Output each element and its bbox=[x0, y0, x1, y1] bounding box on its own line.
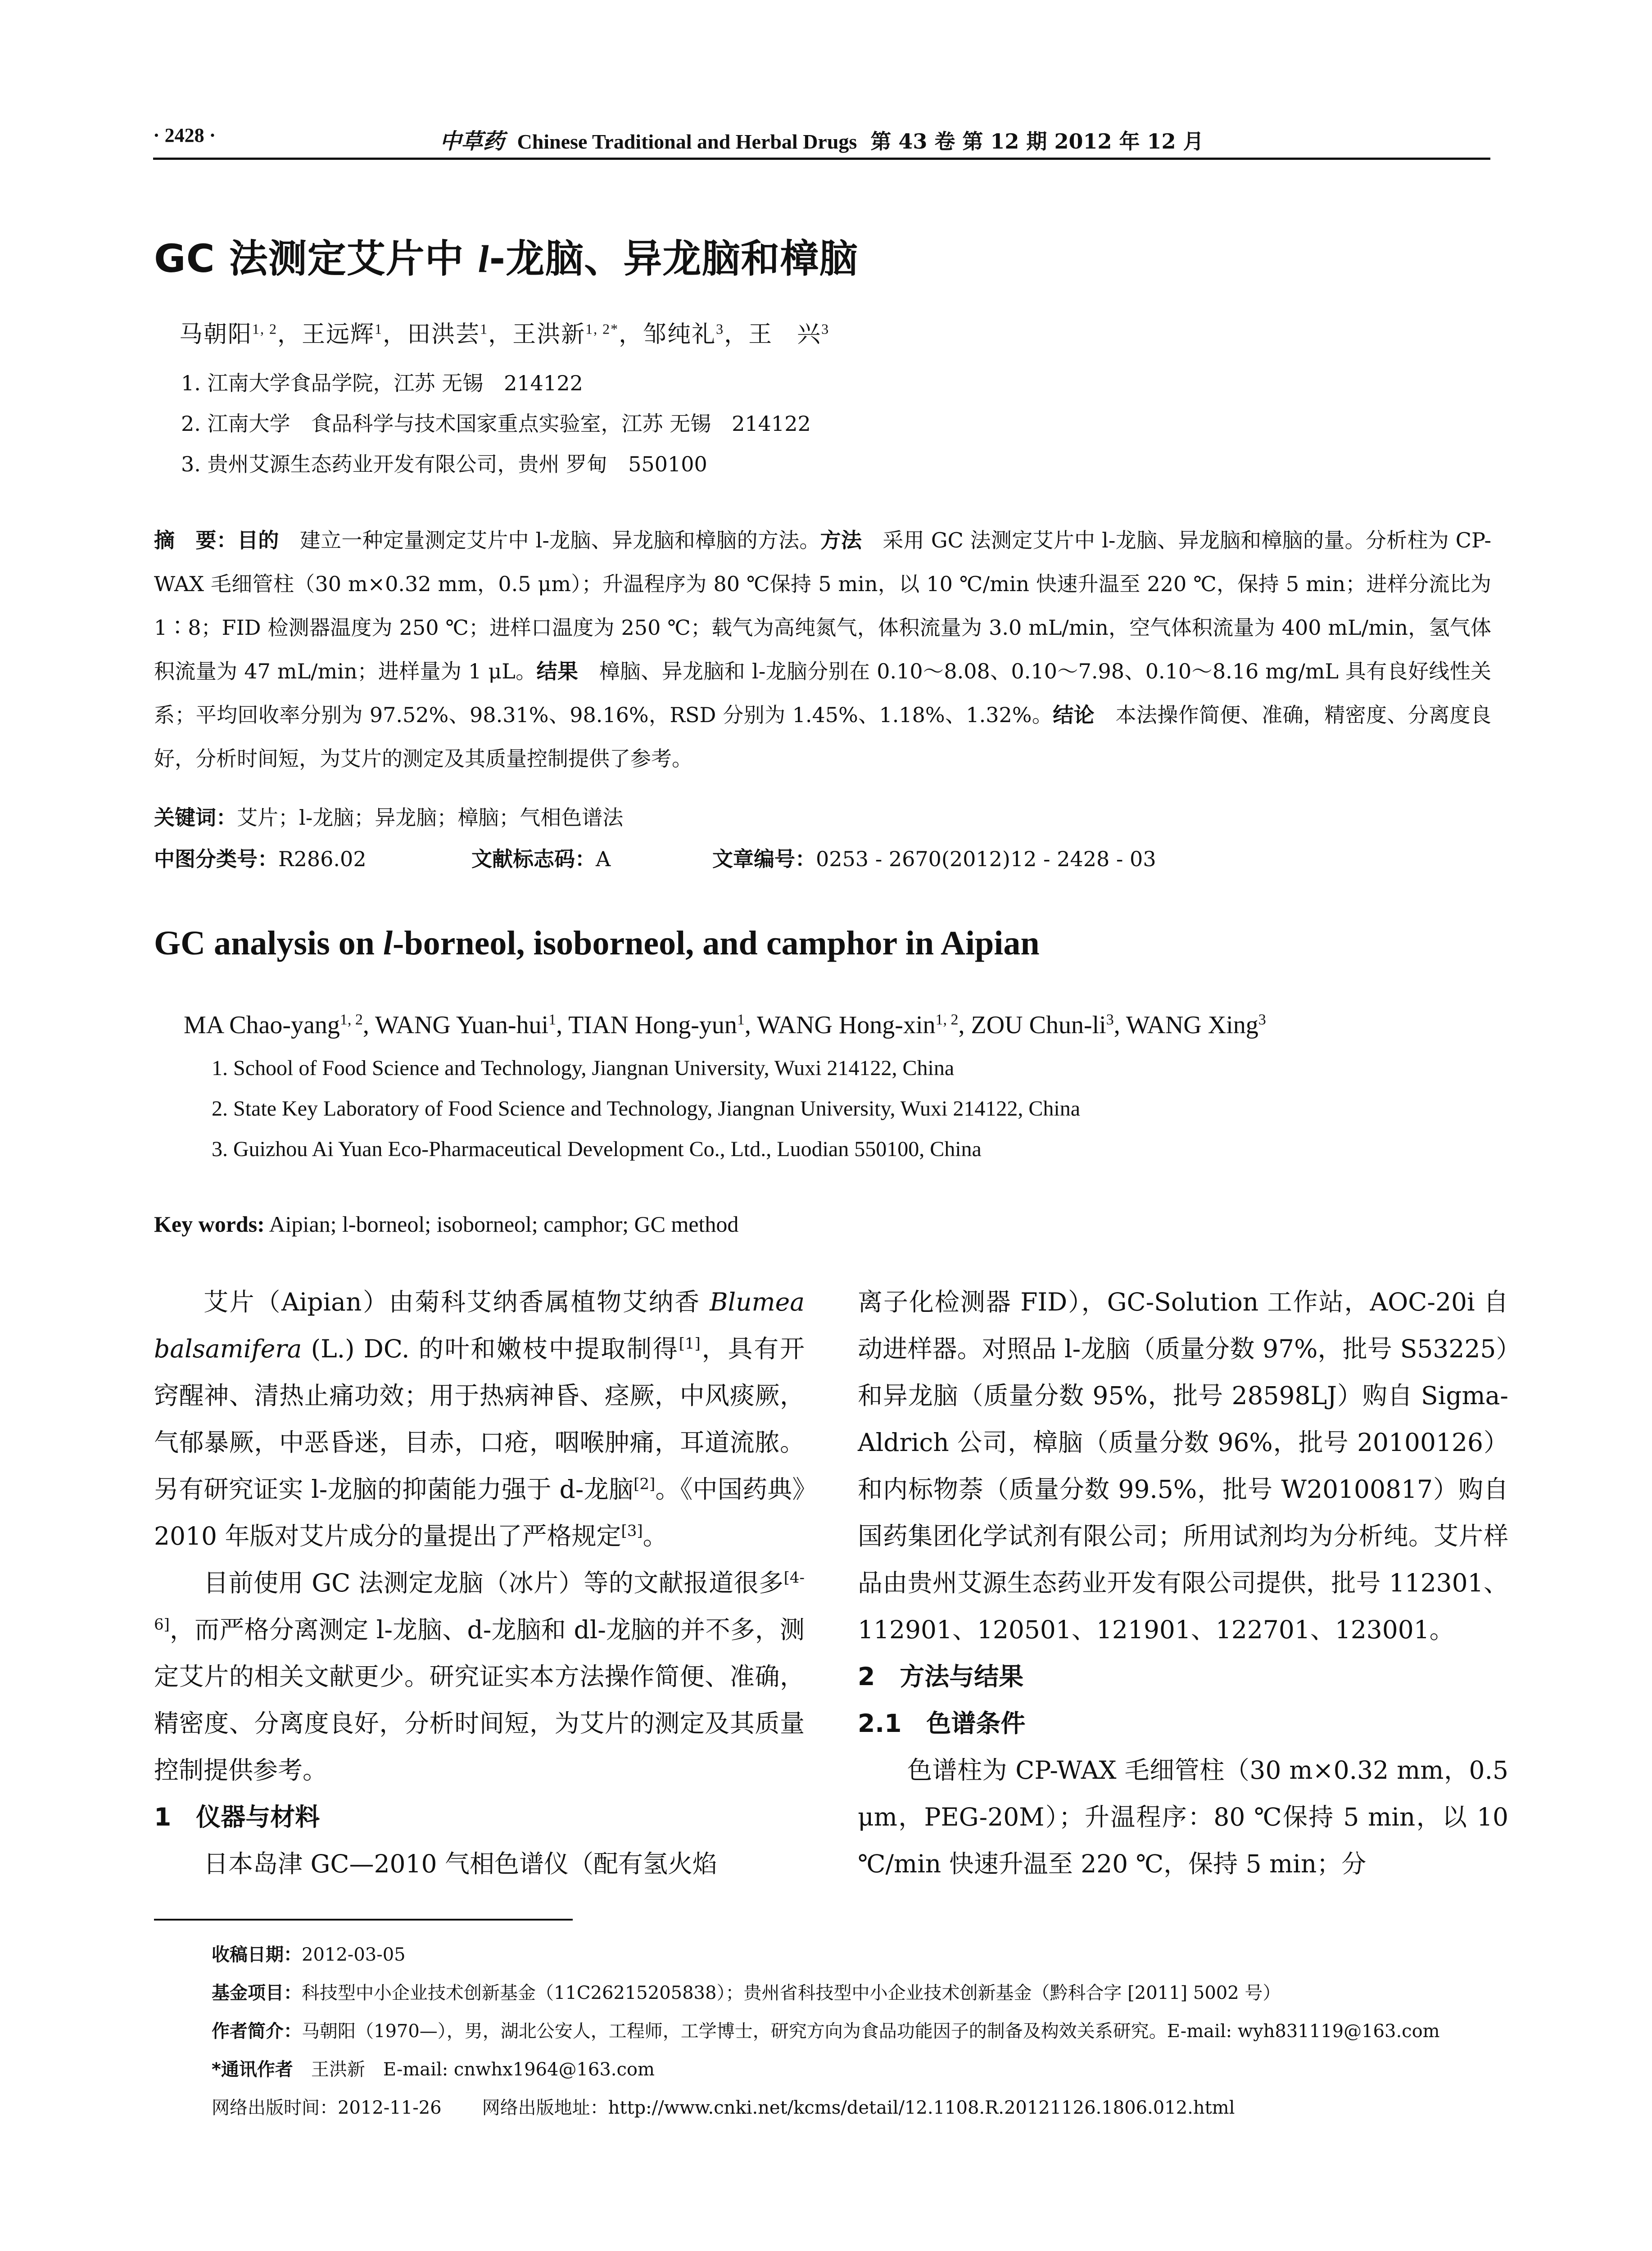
online-url: 网络出版地址：http://www.cnki.net/kcms/detail/12.1108.R.20121126.1806.012.html bbox=[482, 2097, 1235, 2118]
title-en-italic: l bbox=[383, 924, 393, 962]
abstract-conclusion: 本法操作简便、准确，精密度、分离度良好，分析时间短，为艾片的测定及其质量控制提供了参考。 bbox=[154, 703, 1492, 771]
clc-number bbox=[154, 843, 367, 872]
author-en-separator: , bbox=[556, 1011, 569, 1039]
corresponding-text: 王洪新 E-mail: cnwhx1964@163.com bbox=[293, 2059, 655, 2080]
journal-logo-cn: 中草药 bbox=[439, 129, 505, 154]
running-header bbox=[153, 119, 1490, 155]
author-cn-affiliation-sup: 3 bbox=[821, 321, 830, 337]
article-title-cn bbox=[154, 227, 858, 283]
author-cn-separator: ， bbox=[383, 321, 407, 348]
abstract-cn bbox=[154, 519, 1491, 781]
author-en-name: ZOU Chun-li bbox=[971, 1011, 1106, 1039]
citation-ref: [3] bbox=[621, 1522, 643, 1540]
keywords-cn bbox=[154, 801, 623, 831]
bio-label: 作者简介： bbox=[212, 2021, 302, 2042]
document-code bbox=[471, 843, 611, 872]
journal-name bbox=[153, 124, 1490, 155]
page-number: · 2428 · bbox=[153, 124, 216, 146]
author-en-name: TIAN Hong-yun bbox=[568, 1011, 737, 1039]
author-en-affiliation-sup: 1, 2 bbox=[935, 1011, 959, 1028]
author-list-en bbox=[184, 1011, 1266, 1040]
intro-p2-b: ，而严格分离测定 l-龙脑、d-龙脑和 dl-龙脑的并不多，测定艾片的相关文献更少。研究证实本方法操作简便、准确，精密度、分离度良好，分析时间短，为艾片的测定及其质量控制提供参考。 bbox=[154, 1615, 805, 1785]
intro-p2-a: 目前使用 GC 法测定龙脑（冰片）等的文献报道很多 bbox=[204, 1568, 784, 1597]
title-cn-prefix: GC 法测定艾片中 bbox=[154, 236, 478, 281]
author-en-affiliation-sup: 1, 2 bbox=[339, 1011, 363, 1028]
affiliation-cn-2: 2. 江南大学 食品科学与技术国家重点实验室，江苏 无锡 214122 bbox=[181, 411, 811, 436]
affiliation-en-2: 2. State Key Laboratory of Food Science and Technology, Jiangnan University, Wuxi 214122, China bbox=[212, 1097, 1080, 1121]
title-en-suffix: -borneol, isoborneol, and camphor in Aipian bbox=[393, 924, 1040, 962]
title-cn-suffix: -龙脑、异龙脑和樟脑 bbox=[489, 236, 859, 281]
citation-ref: [2] bbox=[634, 1475, 656, 1493]
abstract-result-label: 结果 bbox=[536, 659, 579, 683]
author-en-name: WANG Xing bbox=[1126, 1011, 1258, 1039]
author-cn-name: 马朝阳 bbox=[179, 321, 253, 348]
abstract-purpose: 建立一种定量测定艾片中 l-龙脑、异龙脑和樟脑的方法。 bbox=[279, 528, 820, 552]
keywords-cn-label: 关键词： bbox=[154, 805, 237, 830]
intro-p1-d: 。《中国药典》2010 年版对艾片成分的量提出了严格规定 bbox=[154, 1475, 805, 1550]
author-en-separator: , bbox=[958, 1011, 971, 1039]
body-column-right bbox=[858, 1279, 1508, 1887]
received-date: 2012-03-05 bbox=[302, 1944, 406, 1965]
intro-p1-a: 艾片（Aipian）由菊科艾纳香属植物艾纳香 bbox=[204, 1288, 710, 1316]
online-date: 网络出版时间：2012-11-26 bbox=[212, 2097, 442, 2118]
author-en-affiliation-sup: 3 bbox=[1258, 1011, 1266, 1028]
footnote-received bbox=[212, 1936, 1440, 1974]
author-cn-affiliation-sup: 3 bbox=[716, 321, 724, 337]
author-en-separator: , bbox=[362, 1011, 375, 1039]
received-label: 收稿日期： bbox=[212, 1944, 302, 1965]
title-en-prefix: GC analysis on bbox=[154, 924, 383, 962]
abstract-conclusion-label: 结论 bbox=[1053, 703, 1095, 727]
author-en-name: WANG Hong-xin bbox=[756, 1011, 936, 1039]
footnote-online bbox=[212, 2089, 1440, 2127]
footnotes bbox=[212, 1936, 1440, 2127]
author-cn-separator: ， bbox=[488, 321, 513, 348]
article-number bbox=[712, 843, 1156, 872]
affiliation-cn-3: 3. 贵州艾源生态药业开发有限公司，贵州 罗甸 550100 bbox=[181, 452, 707, 476]
clc-value: R286.02 bbox=[278, 847, 367, 871]
clc-label: 中图分类号： bbox=[154, 847, 278, 871]
doc-code-label: 文献标志码： bbox=[471, 847, 596, 871]
author-en-separator: , bbox=[744, 1011, 757, 1039]
author-cn-affiliation-sup: 1 bbox=[375, 321, 383, 337]
intro-p1-c: ，具有开窍醒神、清热止痛功效；用于热病神昏、痉厥，中风痰厥，气郁暴厥，中恶昏迷，目赤，口疮，咽喉肿痛，耳道流脓。另有研究证实 l-龙脑的抑菌能力强于 d-龙脑 bbox=[154, 1334, 805, 1504]
affiliation-en-3: 3. Guizhou Ai Yuan Eco-Pharmaceutical Development Co., Ltd., Luodian 550100, China bbox=[212, 1137, 982, 1161]
body-column-left bbox=[154, 1279, 805, 1887]
abstract-method-label: 方法 bbox=[820, 528, 862, 552]
corresponding-label: *通讯作者 bbox=[212, 2059, 293, 2080]
article-number-label: 文章编号： bbox=[712, 847, 816, 871]
intro-paragraph-2 bbox=[154, 1559, 805, 1794]
author-cn-affiliation-sup: 1 bbox=[480, 321, 489, 337]
footnote-author-bio bbox=[212, 2012, 1440, 2051]
footnote-corresponding bbox=[212, 2051, 1440, 2089]
author-en-affiliation-sup: 1 bbox=[548, 1011, 557, 1028]
author-en-name: WANG Yuan-hui bbox=[375, 1011, 549, 1039]
fund-label: 基金项目： bbox=[212, 1983, 302, 2003]
article-number-value: 0253 - 2670(2012)12 - 2428 - 03 bbox=[816, 847, 1156, 871]
fund-text: 科技型中小企业技术创新基金（11C26215205838）；贵州省科技型中小企业技术创新基金（黔科合字 [2011] 5002 号） bbox=[302, 1983, 1281, 2003]
author-cn-affiliation-sup: 1, 2* bbox=[585, 321, 619, 337]
title-cn-italic: l bbox=[478, 237, 489, 280]
author-cn-name: 王远辉 bbox=[302, 321, 375, 348]
citation-ref: [4-6] bbox=[154, 1568, 805, 1634]
author-en-affiliation-sup: 3 bbox=[1106, 1011, 1114, 1028]
intro-p1-e: 。 bbox=[643, 1522, 668, 1550]
section-heading-2: 2 方法与结果 bbox=[858, 1662, 1024, 1691]
keywords-en-label: Key words: bbox=[154, 1211, 265, 1237]
abstract-label: 摘 要： bbox=[154, 528, 238, 552]
intro-p1-b: (L.) DC. 的叶和嫩枝中提取制得 bbox=[302, 1334, 679, 1363]
author-cn-name: 王 兴 bbox=[748, 321, 822, 348]
author-cn-name: 邹纯礼 bbox=[643, 321, 716, 348]
section-heading-2-1: 2.1 色谱条件 bbox=[858, 1709, 1026, 1738]
author-cn-affiliation-sup: 1, 2 bbox=[252, 321, 278, 337]
affiliation-cn-1: 1. 江南大学食品学院，江苏 无锡 214122 bbox=[181, 371, 583, 395]
header-rule bbox=[153, 158, 1490, 160]
doc-code-value: A bbox=[596, 847, 611, 871]
abstract-result: 樟脑、异龙脑和 l-龙脑分别在 0.10～8.08、0.10～7.98、0.10～8.16 mg/mL 具有良好线性关系；平均回收率分别为 97.52%、98.31%、98.16%，RSD 分别为 1.45%、1.18%、1.32%。 bbox=[154, 659, 1492, 727]
author-cn-separator: ， bbox=[724, 321, 749, 348]
author-cn-separator: ， bbox=[619, 321, 643, 348]
author-list-cn bbox=[179, 315, 829, 349]
bio-text: 马朝阳（1970—），男，湖北公安人，工程师，工学博士，研究方向为食品功能因子的制备及构效关系研究。E-mail: wyh831119@163.com bbox=[302, 2021, 1440, 2042]
abstract-method: 采用 GC 法测定艾片中 l-龙脑、异龙脑和樟脑的量。分析柱为 CP-WAX 毛细管柱（30 m×0.32 mm，0.5 μm）；升温程序为 80 ℃保持 5 min，以 10 ℃/min 快速升温至 220 ℃，保持 5 min；进样分流比为 1∶8；FID 检测器温度为 250 ℃；进样口温度为 250 ℃；载气为高纯氮气，体积流量为 3.0 mL/min，空气体积流量为 400 mL/min，氢气体积流量为 47 mL/min；进样量为 1 μL。 bbox=[154, 528, 1491, 683]
keywords-en bbox=[154, 1211, 738, 1237]
intro-paragraph-1 bbox=[154, 1279, 805, 1559]
footnote-fund bbox=[212, 1974, 1440, 2012]
keywords-en-text: Aipian; l-borneol; isoborneol; camphor; GC method bbox=[264, 1211, 739, 1237]
species-name: Blumea balsamifera bbox=[154, 1288, 805, 1363]
materials-paragraph-cont: 离子化检测器 FID），GC-Solution 工作站，AOC-20i 自动进样器。对照品 l-龙脑（质量分数 97%，批号 S53225）和异龙脑（质量分数 95%，批号 28598LJ）购自 Sigma-Aldrich 公司，樟脑（质量分数 96%，批号 20100126）和内标物萘（质量分数 99.5%，批号 W20100817）购自国药集团化学试剂有限公司；所用试剂均为分析纯。艾片样品由贵州艾源生态药业开发有限公司提供，批号 112301、112901、120501、121901、122701、123001。 bbox=[858, 1288, 1508, 1644]
abstract-purpose-label: 目的 bbox=[237, 528, 279, 552]
article-title-en bbox=[154, 924, 1040, 963]
affiliation-en-1: 1. School of Food Science and Technology, Jiangnan University, Wuxi 214122, China bbox=[212, 1056, 955, 1080]
author-en-separator: , bbox=[1113, 1011, 1126, 1039]
author-en-name: MA Chao-yang bbox=[184, 1011, 340, 1039]
footnote-rule bbox=[154, 1919, 573, 1921]
author-cn-separator: ， bbox=[277, 321, 302, 348]
author-cn-name: 王洪新 bbox=[512, 321, 586, 348]
chromatography-paragraph: 色谱柱为 CP-WAX 毛细管柱（30 m×0.32 mm，0.5 μm，PEG-20M）；升温程序：80 ℃保持 5 min，以 10 ℃/min 快速升温至 220 ℃，保持 5 min；分 bbox=[858, 1756, 1508, 1878]
keywords-cn-text: 艾片；l-龙脑；异龙脑；樟脑；气相色谱法 bbox=[237, 805, 624, 830]
author-cn-name: 田洪芸 bbox=[407, 321, 480, 348]
section-heading-1: 1 仪器与材料 bbox=[154, 1803, 320, 1831]
citation-ref: [1] bbox=[679, 1334, 701, 1353]
journal-name-en: Chinese Traditional and Herbal Drugs bbox=[517, 130, 857, 153]
issue-info: 第 43 卷 第 12 期 2012 年 12 月 bbox=[870, 129, 1204, 154]
materials-paragraph: 日本岛津 GC—2010 气相色谱仪（配有氢火焰 bbox=[204, 1849, 717, 1878]
author-en-affiliation-sup: 1 bbox=[737, 1011, 745, 1028]
